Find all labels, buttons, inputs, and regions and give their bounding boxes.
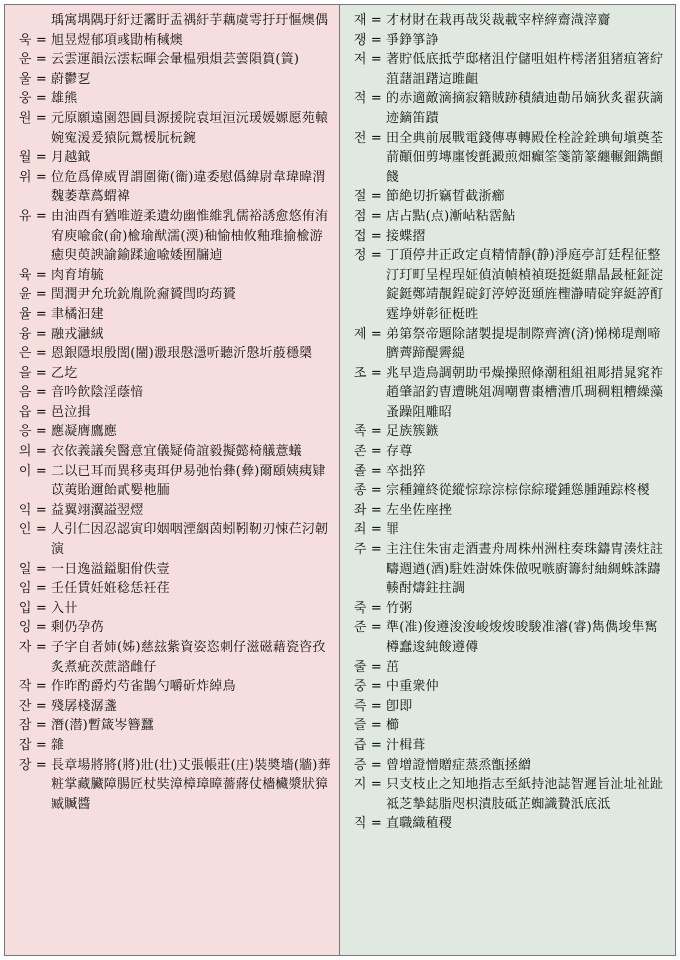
reading-label: 육 = <box>18 267 47 283</box>
hanja-entry <box>346 814 669 834</box>
reading-label: 준 = <box>353 620 382 636</box>
hanja-entry <box>11 756 333 815</box>
hanja-entry <box>11 50 333 70</box>
reading-label: 중 = <box>353 679 382 695</box>
hanja-characters: 竹粥 <box>386 600 413 616</box>
hanja-characters: 準(准)俊遵浚浚峻焌焌晙駿准濬(睿)雋儁埈隼寯樽蠢逡純餕遵僔 <box>386 620 658 655</box>
hanja-entry <box>11 383 333 403</box>
hanja-characters: 邑泣揖 <box>51 404 91 420</box>
hanja-entry <box>11 325 333 345</box>
hanja-characters: 人引仁因忍認寅印姻咽湮絪茵蚓靷靭刃悚芢汈韌演 <box>51 522 329 558</box>
hanja-entry <box>346 716 669 736</box>
hanja-characters: 左坐佐座挫 <box>386 502 453 518</box>
hanja-entry <box>11 560 333 580</box>
hanja-characters: 由油酉有猶唯遊柔遺幼幽惟維乳儒裕誘愈悠侑洧宥庾喩兪(俞)楡瑜猷濡(渜)秞愉柚攸釉琟揄楡游癒臾萸諛諭鍮蹂逾喩婑囿牖逌 <box>51 208 329 264</box>
hanja-entry <box>11 70 333 90</box>
hanja-entry <box>11 716 333 736</box>
hanja-characters: 益翼翊瀷謚翌熤 <box>51 502 144 518</box>
hanja-characters: 一日逸溢鎰馹佾佚壹 <box>51 561 170 577</box>
hanja-characters: 中重衆仲 <box>386 679 439 695</box>
reading-label: 조 = <box>353 365 382 381</box>
reading-label: 지 = <box>353 777 382 793</box>
hanja-characters: 節絶切折竊晢截浙癤 <box>386 189 505 205</box>
hanja-entry <box>11 599 333 619</box>
hanja-entry <box>11 501 333 521</box>
reading-label: 잔 = <box>18 698 47 714</box>
hanja-entry <box>11 677 333 697</box>
hanja-entry <box>346 540 669 599</box>
hanja-entry <box>346 618 669 657</box>
hanja-characters: 子字自者姉(姊)慈玆紫資姿恣刺仔滋磁藉瓷咨孜炙煮疵茨蔗諮雌仔 <box>51 640 326 675</box>
reading-label: 줄 = <box>353 659 382 675</box>
hanja-characters: 潛(潜)暫箴岑簪蠶 <box>51 718 154 734</box>
reading-label: 월 = <box>18 150 47 166</box>
left-column <box>5 5 340 955</box>
hanja-characters: 乙圪 <box>51 365 78 381</box>
hanja-characters: 元原願遠園怨圓員源援院袁垣洹沅瑗媛嫄愿苑轅婉寃湲爰猿阮鴛楥朊杬鋺 <box>51 110 329 146</box>
reading-label: 익 = <box>18 502 47 518</box>
hanja-characters: 位危爲偉威胃謂圍衛(衞)違委慰僞緯尉韋瑋暐渭魏萎葦蔿蝟褘 <box>51 169 326 205</box>
reading-label: 응 = <box>18 424 47 440</box>
reading-label: 즉 = <box>353 698 382 714</box>
reading-label: 웅 = <box>18 91 47 107</box>
hanja-entry <box>346 756 669 776</box>
reading-label: 죄 = <box>353 522 382 538</box>
hanja-characters: 旭昱煜郁項彧勖栯稶燠 <box>51 32 184 48</box>
hanja-entry <box>346 187 669 207</box>
reading-label: 적 = <box>353 91 382 107</box>
hanja-entry <box>346 422 669 442</box>
hanja-entry <box>11 364 333 384</box>
hanja-characters: 云雲運韻沄澐耘暉会暈榅殞熉芸蕓隕篔(篢) <box>51 52 300 68</box>
reading-label: 잠 = <box>18 718 47 734</box>
hanja-characters: 壬任賃妊姙稔恁衽荏 <box>51 581 170 597</box>
reading-label: 장 = <box>18 757 47 773</box>
hanja-entry <box>11 109 333 148</box>
hanja-entry <box>346 325 669 364</box>
hanja-characters: 主注住朱宙走酒晝舟周株州洲柱奏珠鑄冑湊炷註疇週遒(酒)駐姓澍姝侏做呪嗾廚籌紂紬綢蛛誅躊輳酎燽鉒拄調 <box>386 542 664 597</box>
reading-label: 즙 = <box>353 737 382 753</box>
hanja-entry <box>11 31 333 51</box>
hanja-characters: 聿橘汩建 <box>51 306 104 322</box>
reading-label: 졸 = <box>353 463 382 479</box>
hanja-characters: 櫛 <box>386 718 400 734</box>
hanja-entry <box>11 168 333 207</box>
hanja-characters: 宗種鐘終從縱悰琮淙棕倧綜瑽鍾慫腫踵踪柊椶 <box>386 483 651 499</box>
reading-label: 점 = <box>353 208 382 224</box>
reading-label: 운 = <box>18 52 47 68</box>
hanja-characters: 只支枝止之知地指志至紙持池誌智遲旨沚址祉趾祗芝摯鋕脂咫枳漬肢砥芷蜘識贄汦底泜 <box>386 777 664 812</box>
hanja-entry <box>11 207 333 266</box>
hanja-entry <box>346 207 669 227</box>
hanja-characters: 音吟飮陰淫蔭愔 <box>51 385 144 401</box>
hanja-entry <box>346 736 669 756</box>
hanja-entry <box>11 520 333 559</box>
hanja-characters: 肉育堉毓 <box>51 267 104 283</box>
hanja-entry <box>11 285 333 305</box>
hanja-entry <box>346 31 669 51</box>
hanja-entry <box>11 618 333 638</box>
hanja-characters: 二以已耳而異移夷珥伊易弛怡彝(彜)爾頤姨痍肄苡荑貽邇飴貳媐杝胹 <box>51 463 326 499</box>
hanja-characters: 汁楫葺 <box>386 737 426 753</box>
hanja-characters: 才材財在栽再哉災裁載宰梓縡齋渽滓齎 <box>386 13 611 28</box>
hanja-characters: 曾增證憎贈症蒸烝甑拯繒 <box>386 757 532 773</box>
reading-label: 쟁 = <box>353 32 382 48</box>
reading-label: 증 = <box>353 757 382 773</box>
hanja-characters: 兆早造鳥調朝助弔燥操照條潮租組祖彫措晁窕祚趙肇詔釣曺遭眺俎凋嘲曹棗槽漕爪琱稠粗糟繰藻蚤躁阻雕昭 <box>386 365 664 420</box>
hanja-characters: 足族簇鏃 <box>386 424 439 440</box>
hanja-entry <box>346 481 669 501</box>
reading-label: 원 = <box>18 110 47 126</box>
hanja-characters: 月越鉞 <box>51 150 91 166</box>
reading-label: 유 = <box>18 208 47 224</box>
hanja-characters: 恩銀隱垠殷誾(闉)溵珢慇濦听聽沂慇圻蒑穩檃 <box>51 346 313 362</box>
reading-label: 융 = <box>18 326 47 342</box>
reading-label: 윤 = <box>18 287 47 303</box>
hanja-entry <box>346 89 669 128</box>
reading-label: 족 = <box>353 424 382 440</box>
hanja-entry <box>11 736 333 756</box>
hanja-characters: 融戎瀜絨 <box>51 326 104 342</box>
hanja-characters: 茁 <box>386 659 400 675</box>
hanja-entry <box>11 89 333 109</box>
hanja-entry <box>346 520 669 540</box>
hanja-characters: 蔚鬱乭 <box>51 71 91 87</box>
reading-label: 을 = <box>18 365 47 381</box>
reading-label: 좌 = <box>353 502 382 518</box>
hanja-entry <box>346 11 669 31</box>
hanja-entry <box>346 246 669 324</box>
reading-label <box>11 11 47 31</box>
hanja-entry <box>346 677 669 697</box>
reading-label: 접 = <box>353 228 382 244</box>
reading-label: 전 = <box>353 130 382 146</box>
hanja-characters: 衣依義議矣醫意宜儀疑倚誼毅擬懿椅艤薏蟻 <box>51 444 302 460</box>
hanja-characters: 剩仍孕芿 <box>51 620 104 636</box>
hanja-entry <box>11 148 333 168</box>
reading-label: 종 = <box>353 483 382 499</box>
hanja-entry <box>11 11 333 31</box>
reading-label: 읍 = <box>18 404 47 420</box>
hanja-characters: 雜 <box>51 737 65 753</box>
hanja-entry <box>11 403 333 423</box>
hanja-characters: 作昨酌爵灼芍雀鵲勺嚼斫炸綽鳥 <box>51 679 236 695</box>
reading-label: 작 = <box>18 679 47 695</box>
hanja-entry <box>346 775 669 814</box>
hanja-entry <box>346 50 669 89</box>
reading-label: 주 = <box>353 542 382 558</box>
hanja-entry <box>11 442 333 462</box>
hanja-characters: 長章場將將(將)壯(壮)丈張帳莊(庄)裝奬墻(牆)葬粧掌藏臟障腸匠杖奘漳樟璋暲薔蔣仗檣欌漿狀獐臧贓醬 <box>51 757 331 812</box>
reading-label: 직 = <box>353 816 382 832</box>
reading-label: 자 = <box>18 640 47 655</box>
reading-label: 죽 = <box>353 600 382 616</box>
hanja-entry <box>11 266 333 286</box>
reading-label: 잉 = <box>18 620 47 636</box>
hanja-characters: 丁頂停井正政定貞精情靜(静)淨庭亭訂廷程征整汀玎町呈桯珵姃偵湞幀楨禎珽挺綎鼎晶晸柾鉦淀錠鋌鄭靖靚鋥碇釘渟婷涏頲旌檉瀞晴碇穽綎諪酊霆埩姘彰征梃甠 <box>386 248 664 322</box>
reading-label: 재 = <box>353 13 382 28</box>
hanja-entry <box>346 129 669 188</box>
hanja-entry <box>346 658 669 678</box>
two-column-table <box>4 4 676 956</box>
hanja-entry <box>346 227 669 247</box>
hanja-entry <box>346 462 669 482</box>
reading-label: 저 = <box>353 52 382 68</box>
reading-label: 의 = <box>18 444 47 460</box>
hanja-entry <box>11 462 333 501</box>
hanja-characters: 直職織稙稷 <box>386 816 453 832</box>
hanja-characters: 接蝶摺 <box>386 228 426 244</box>
hanja-entry <box>11 305 333 325</box>
hanja-entry <box>346 501 669 521</box>
hanja-entry <box>11 422 333 442</box>
hanja-entry <box>11 638 333 677</box>
reading-label: 절 = <box>353 189 382 205</box>
hanja-characters: 卽即 <box>386 698 413 714</box>
hanja-entry <box>346 697 669 717</box>
hanja-characters: 爭錚箏諍 <box>386 32 439 48</box>
reading-label: 일 = <box>18 561 47 577</box>
reading-label: 제 = <box>353 326 382 342</box>
hanja-characters: 田全典前展戰電錢傳專轉殿佺栓詮銓琠甸塡奠荃葥顚佃剪塼廛悛氈澱煎畑癲筌箋箭篆纏輾鈿鐫顫餞 <box>386 130 664 185</box>
reading-label: 위 = <box>18 169 47 185</box>
reading-label: 음 = <box>18 385 47 401</box>
hanja-characters: 殘孱棧潺盞 <box>51 698 118 714</box>
hanja-entry <box>346 442 669 462</box>
reading-label: 즐 = <box>353 718 382 734</box>
hanja-entry <box>346 364 669 423</box>
hanja-entry <box>11 579 333 599</box>
hanja-characters: 瑀寓堣隅玗紆迂霱盱盂禑紆芋藕虞雩扜玗慪燠偶 <box>51 13 329 28</box>
hanja-characters: 弟第祭帝題除諸製提堤制際齊濟(済)悌梯瑅劑啼臍薺蹄醍霽緹 <box>386 326 661 362</box>
reading-label: 입 = <box>18 600 47 616</box>
reading-label: 욱 = <box>18 32 47 48</box>
hanja-characters: 著貯低底抵苧邸楮沮佇儲咀姐杵樗渚狙猪疽箸紵菹藷詛躇這雎齟 <box>386 52 664 87</box>
hanja-characters: 雄熊 <box>51 91 78 107</box>
hanja-entry <box>11 697 333 717</box>
reading-label: 잡 = <box>18 737 47 753</box>
reading-label: 이 = <box>18 463 47 479</box>
reading-label: 인 = <box>18 522 47 538</box>
hanja-characters: 入卄 <box>51 600 78 616</box>
hanja-characters: 存尊 <box>386 444 413 460</box>
hanja-entry <box>11 344 333 364</box>
hanja-characters: 罪 <box>386 522 400 538</box>
reading-label: 율 = <box>18 306 47 322</box>
hanja-characters: 應凝膺鷹應 <box>51 424 118 440</box>
reading-label: 울 = <box>18 71 47 87</box>
right-column <box>340 5 675 955</box>
hanja-characters: 的赤適敵滴摘寂籍賊跡積績迪勣吊嫡狄炙翟荻謫迹鏑笛蹟 <box>386 91 664 126</box>
reading-label: 은 = <box>18 346 47 362</box>
hanja-characters: 店占點(点)漸岾粘霑鮎 <box>386 208 516 224</box>
hanja-characters: 閏潤尹允玧鈗胤阭奫贇閆昀荺贇 <box>51 287 236 303</box>
reading-label: 존 = <box>353 444 382 460</box>
hanja-entry <box>346 599 669 619</box>
reading-label: 임 = <box>18 581 47 597</box>
hanja-characters: 卒拙猝 <box>386 463 426 479</box>
reading-label: 정 = <box>353 248 382 264</box>
